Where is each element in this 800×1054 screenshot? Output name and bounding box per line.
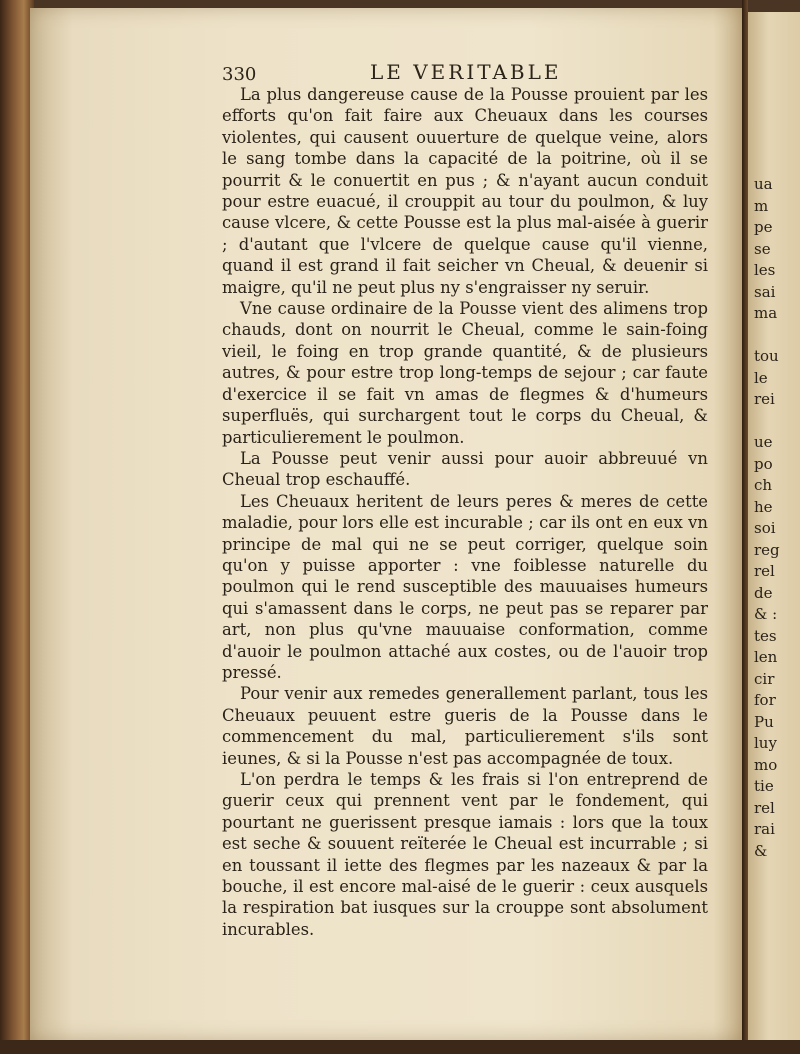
book-binding xyxy=(0,0,34,1054)
running-title: LE VERITABLE xyxy=(370,60,562,84)
paragraph-5: Pour venir aux remedes generallement parlant, tous les Cheuaux peuuent estre gueris de la Pousse dans le commencement du mal, particulierement s'ils sont ieunes, & si la Pousse n'est pas accompagnée de toux. xyxy=(222,684,708,768)
facing-page-edge xyxy=(748,12,800,1042)
body-text xyxy=(222,84,708,940)
book-bottom-edge xyxy=(0,1040,800,1054)
paragraph-3: La Pousse peut venir aussi pour auoir abbreuué vn Cheual trop eschauffé. xyxy=(222,448,708,490)
paragraph-2: Vne cause ordinaire de la Pousse vient des alimens trop chauds, dont on nourrit le Cheual, comme le sain-foing vieil, le foing en trop grande quantité, & de plusieurs autres, & pour estre trop long-temps de sejour ; car faute d'exercice il se fait vn amas de flegmes & d'humeurs superfluës, qui surchargent tout le corps du Cheual, & particulierement le poulmon. xyxy=(222,299,708,447)
facing-page-fragments: ua m pe se les sai ma tou le rei ue po ch he soi reg rel de & : tes len cir for Pu luy mo tie rel rai & xyxy=(754,175,780,860)
paragraph-4: Les Cheuaux heritent de leurs peres & meres de cette maladie, pour lors elle est incurable ; car ils ont en eux vn principe de mal qui ne se peut corriger, quelque soin qu'on y puisse apporter : vne foiblesse naturelle du poulmon qui le rend susceptible des mauuaises humeurs qui s'amassent dans le corps, ne peut pas se reparer par art, non plus qu'vne mauuaise conformation, comme d'auoir le poulmon attaché aux costes, ou de l'auoir trop pressé. xyxy=(222,491,708,682)
paragraph-6: L'on perdra le temps & les frais si l'on entreprend de guerir ceux qui prennent vent par le fondement, qui pourtant ne guerissent presque iamais : lors que la toux est seche & souuent reïterée le Cheual est incurrable ; si en toussant il iette des flegmes par les nazeaux & par la bouche, il est encore mal-aisé de le guerir : ceux ausquels la respiration bat iusques sur la crouppe sont absolument incurables. xyxy=(222,770,708,939)
paragraph-1: La plus dangereuse cause de la Pousse prouient par les efforts qu'on fait faire aux Cheuaux dans les courses violentes, qui causent ouuerture de quelque veine, alors le sang tombe dans la capacité de la poitrine, où il se pourrit & le conuertit en pus ; & n'ayant aucun conduit pour estre euacué, il crouppit au tour du poulmon, & luy cause vlcere, & cette Pousse est la plus mal-aisée à guerir ; d'autant que l'vlcere de quelque cause qu'il vienne, quand il est grand il fait seicher vn Cheual, & deuenir si maigre, qu'il ne peut plus ny s'engraisser ny seruir. xyxy=(222,85,708,297)
page-number: 330 xyxy=(222,64,257,85)
